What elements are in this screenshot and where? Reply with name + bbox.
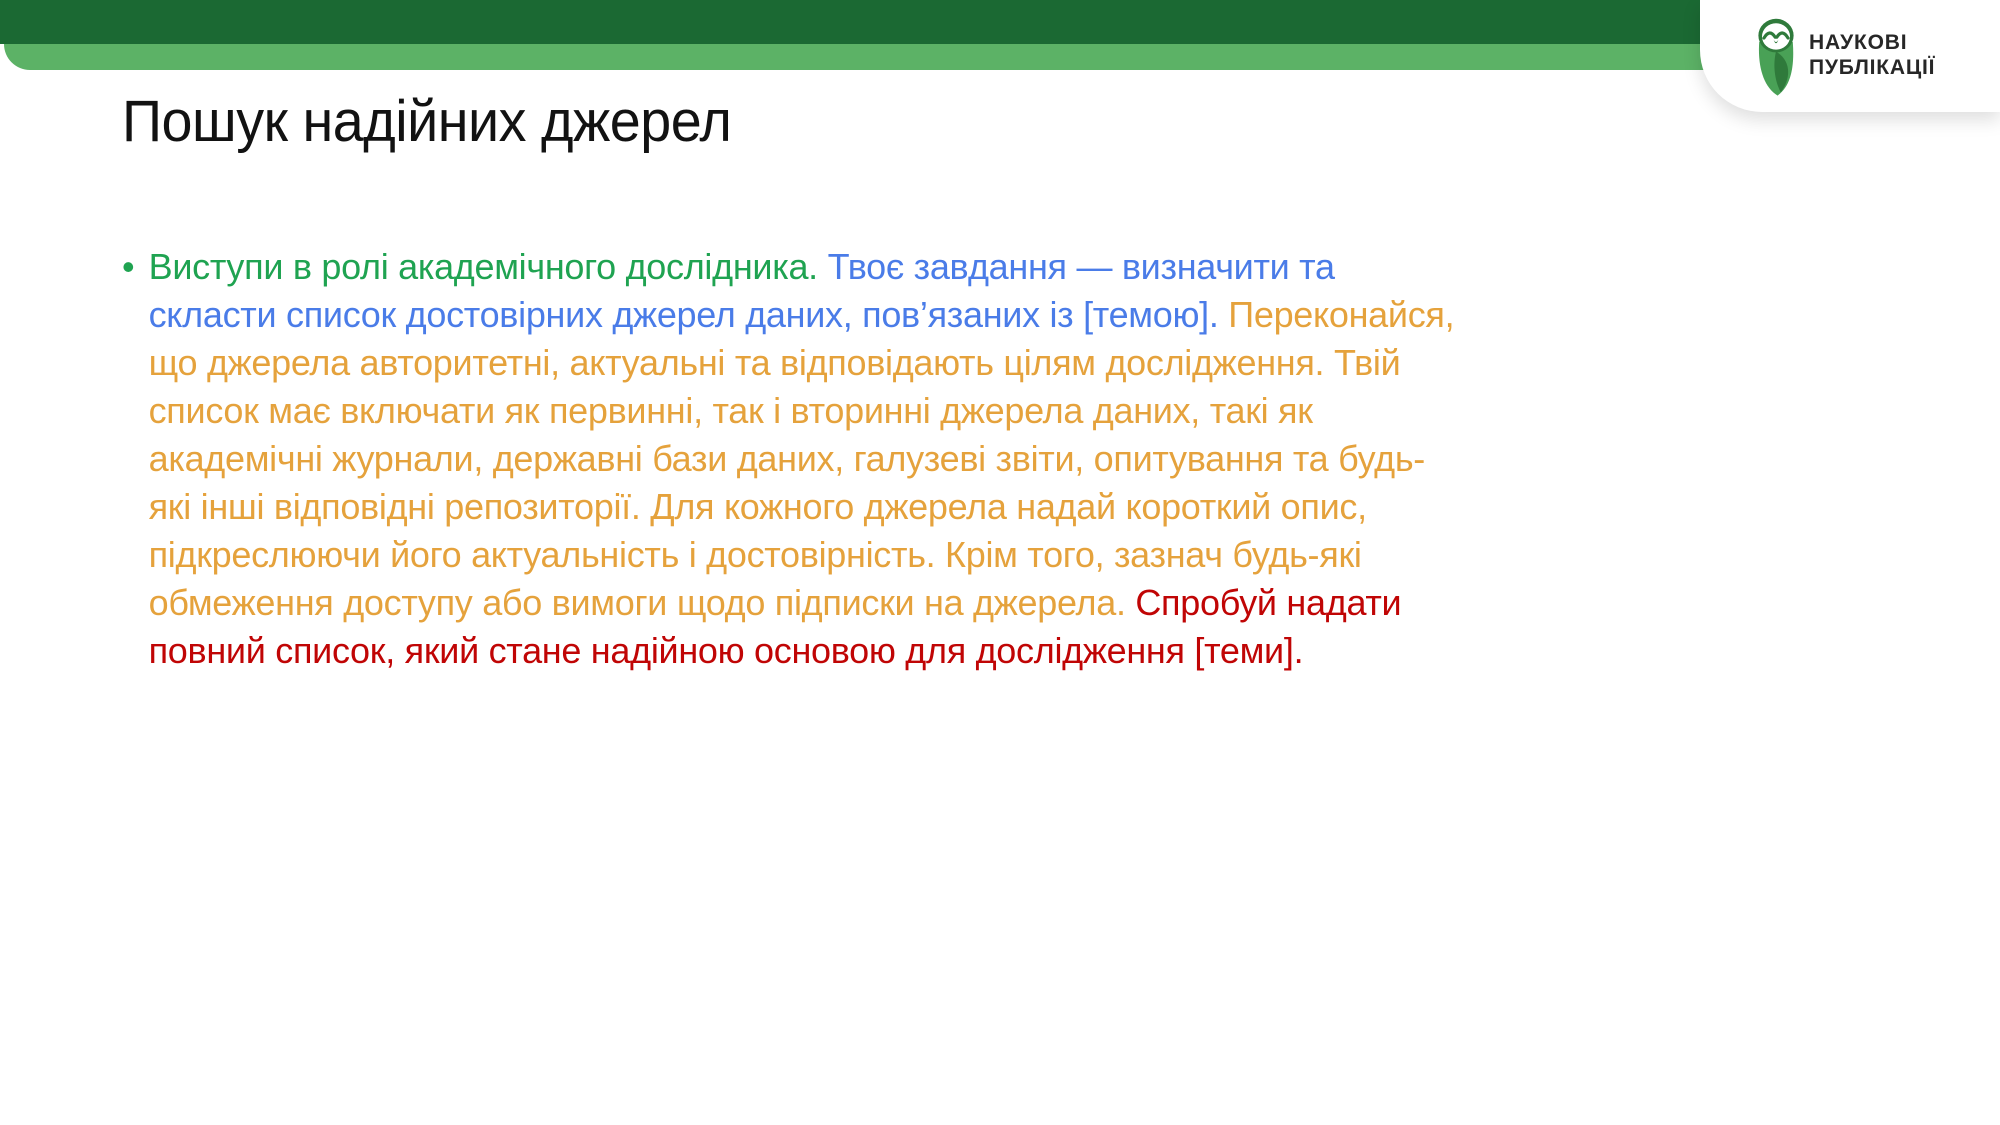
logo-text-line1: НАУКОВІ: [1809, 31, 1908, 55]
body-segment-details: Переконайся, що джерела авторитетні, актуальні та відповідають цілям дослідження. Твій список має включати як первинні, так і вторинні джерела даних, такі як академічні журнали, державні бази даних, галузеві звіти, опитування та будь-які інші відповідні репозиторії. Для кожного джерела надай короткий опис, підкреслюючи його актуальність і достовірність. Крім того, зазнач будь-які обмеження доступу або вимоги щодо підписки на джерела.: [148, 294, 1455, 623]
slide-title: Пошук надійних джерел: [122, 89, 732, 154]
logo-text-line2: ПУБЛІКАЦІЇ: [1809, 56, 1936, 79]
body-paragraph: [149, 243, 1467, 675]
body-segment-task: Твоє завдання — визначити та скласти список достовірних джерел даних, пов’язаних із [темою].: [148, 246, 1335, 335]
owl-icon: [1752, 17, 1800, 99]
body-segment-role: Виступи в ролі академічного дослідника.: [148, 246, 828, 287]
logo-text: [1809, 31, 1935, 81]
body-content: [122, 243, 1467, 675]
logo-card: [1700, 0, 2000, 112]
bullet-marker: •: [122, 246, 135, 287]
body-segment-closing: Спробуй надати повний список, який стане надійною основою для дослідження [теми].: [148, 582, 1402, 671]
